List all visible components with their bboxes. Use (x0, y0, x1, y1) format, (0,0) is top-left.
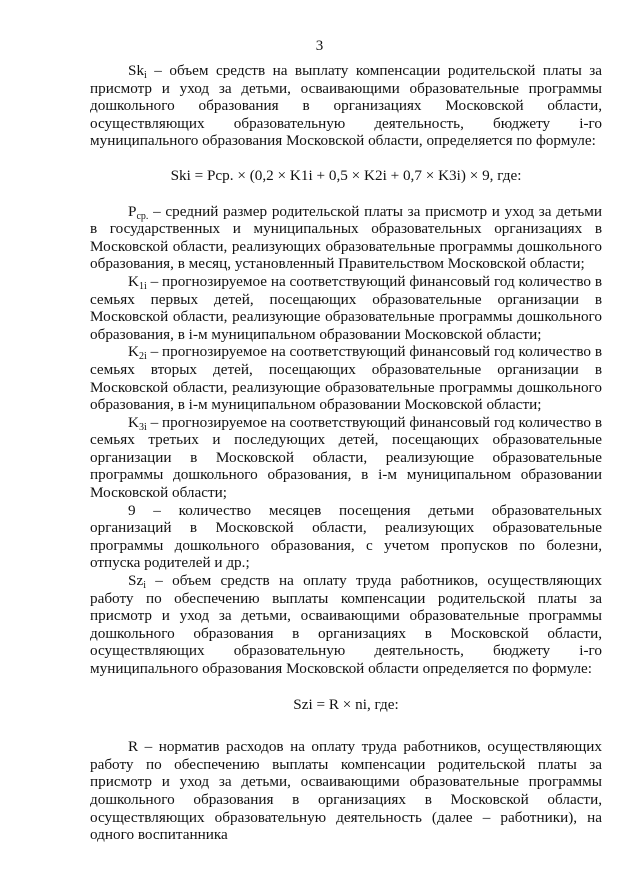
symbol-subscript: i (144, 70, 147, 81)
symbol-subscript: 1i (138, 280, 147, 292)
symbol-sz: Sz (128, 572, 144, 590)
symbol-k: K (128, 272, 139, 290)
paragraph-ski-definition (90, 62, 602, 150)
paragraph-months-definition: 9 – количество месяцев посещения детьми образовательных организаций в Московской области, реализующих образовательные программы дошкольного образования, с учетом пропусков по болезни, отпуска родителей и др.; (90, 501, 602, 572)
paragraph-pcp-definition (90, 203, 602, 273)
symbol-subscript: ср. (136, 210, 149, 222)
symbol-subscript: i (143, 580, 146, 592)
paragraph-k2i-definition (90, 343, 602, 413)
paragraph-szi-definition (90, 572, 602, 678)
symbol-sk: Sk (128, 62, 145, 79)
symbol-k: K (128, 343, 139, 361)
symbol-subscript: 3i (138, 421, 147, 433)
paragraph-k3i-definition (90, 414, 602, 502)
paragraph-text: – средний размер родительской платы за присмотр и уход за детьми в государственных и муниципальных образовательных организациях в Московской области, реализующих образовательные программы дошкольного образования, в месяц, установленный Правительством Московской области; (90, 202, 602, 273)
symbol-subscript: 2i (138, 351, 147, 363)
formula-szi: Szi = R × ni, где: (293, 695, 399, 713)
symbol-p: P (128, 202, 137, 220)
paragraph-text: – объем средств на выплату компенсации родительской платы за присмотр и уход за детьми, осваивающими образовательные программы дошкольного образования в организациях Московской области, осуществляющих образовательную деятельность, бюджету i-го муниципального образования Московской области, определяется по формуле: (90, 62, 602, 150)
paragraph-text: – прогнозируемое на соответствующий финансовый год количество в семьях вторых детей, посещающих образовательные организации в Московской области, реализующие образовательные программы дошкольного образования, в i-м муниципальном образовании Московской области; (90, 343, 602, 414)
document-body (90, 62, 602, 844)
formula-ski: Ski = Pср. × (0,2 × K1i + 0,5 × K2i + 0,7 × K3i) × 9, где: (170, 166, 522, 184)
page-number: 3 (315, 38, 324, 54)
paragraph-text: – прогнозируемое на соответствующий финансовый год количество в семьях первых детей, посещающих образовательные организации в Московской области, реализующие образовательные программы дошкольного образования, в i-м муниципальном образовании Московской области; (90, 272, 602, 343)
paragraph-r-definition: R – норматив расходов на оплату труда работников, осуществляющих работу по обеспечению выплаты компенсации родительской платы за присмотр и уход за детьми, осваивающими образовательные программы дошкольного образования в организациях в Московской области, осуществляющих образовательную деятельность (далее – работники), на одного воспитанника (90, 738, 602, 844)
paragraph-text: – прогнозируемое на соответствующий финансовый год количество в семьях третьих и последующих детей, посещающих образовательные организации в Московской области, реализующие образовательные программы дошкольного образования, в i-м муниципальном образовании Московской области; (90, 413, 602, 502)
paragraph-k1i-definition (90, 273, 602, 343)
symbol-k: K (128, 413, 139, 431)
paragraph-text: – объем средств на оплату труда работников, осуществляющих работу по обеспечению выплаты компенсации родительской платы за присмотр и уход за детьми, осваивающими образовательные программы дошкольного образования в организациях в Московской области, осуществляющих образовательную деятельность, бюджету i-го муниципального образования Московской области определяется по формуле: (90, 572, 602, 677)
